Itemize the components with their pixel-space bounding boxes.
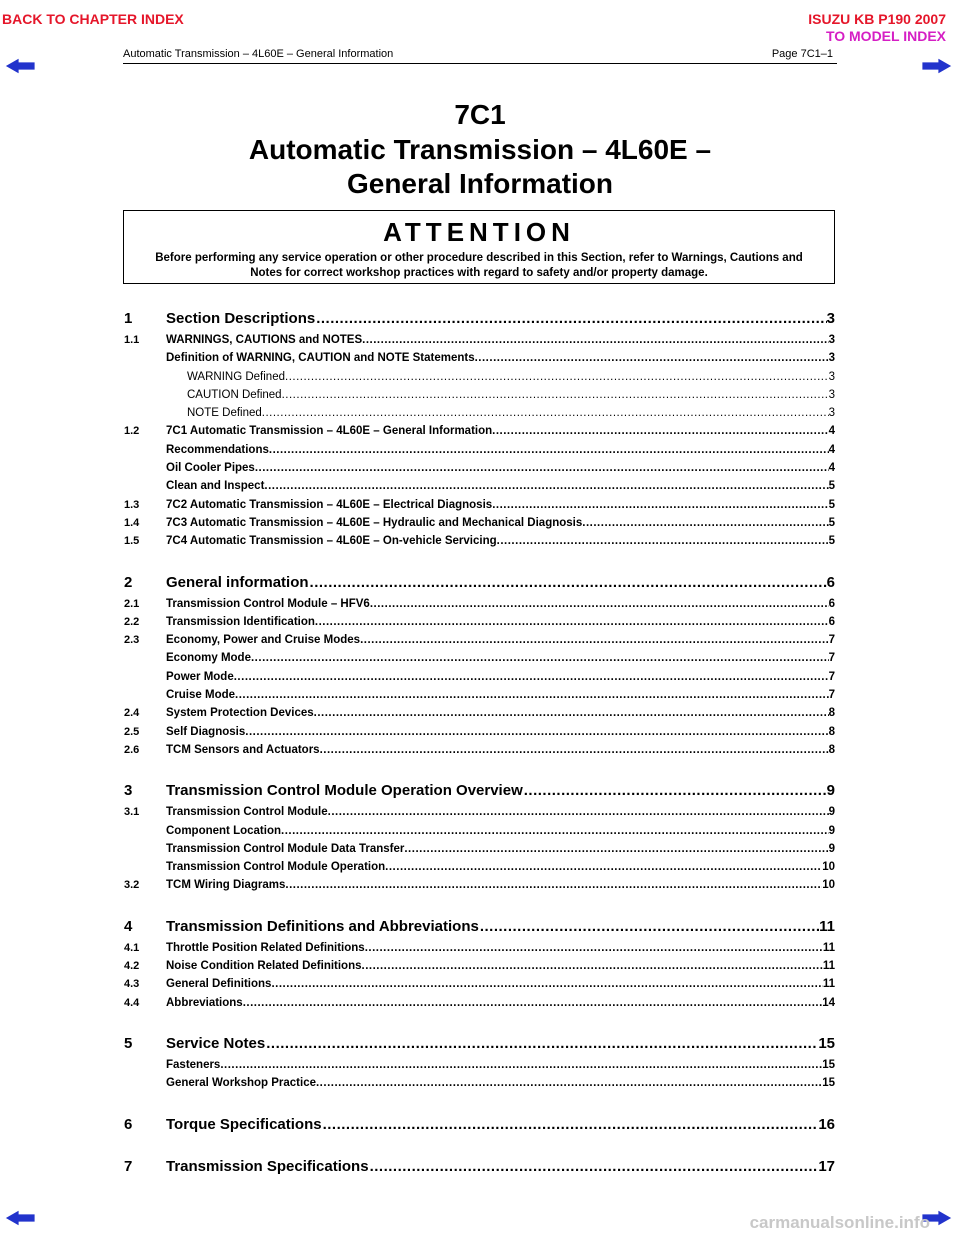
toc-page: 15 — [822, 1077, 835, 1090]
toc-leader — [323, 1116, 819, 1133]
running-header — [123, 48, 837, 64]
toc-label: TCM Wiring Diagrams — [166, 879, 286, 892]
toc-entry-1-5[interactable] — [124, 535, 835, 553]
toc-page: 3 — [828, 352, 835, 365]
toc-label: Economy, Power and Cruise Modes — [166, 634, 361, 647]
toc-leader — [404, 843, 828, 855]
toc-page: 10 — [822, 879, 835, 892]
toc-label: Fasteners — [166, 1058, 221, 1071]
toc-leader — [328, 806, 829, 818]
toc-entry-5[interactable] — [124, 1035, 835, 1057]
toc-entry-caution-defined[interactable] — [124, 389, 835, 407]
toc-label: Cruise Mode — [166, 689, 236, 702]
toc-number: 7 — [124, 1157, 133, 1175]
toc-leader — [370, 598, 829, 610]
toc-leader — [262, 407, 829, 419]
toc-leader — [475, 352, 829, 364]
toc-leader — [310, 574, 827, 591]
header-divider — [123, 63, 837, 64]
toc-leader — [314, 707, 829, 719]
toc-number: 4.3 — [124, 978, 140, 991]
toc-page: 5 — [828, 535, 835, 548]
toc-number: 2.2 — [124, 615, 140, 628]
toc-label: 7C1 Automatic Transmission – 4L60E – General Information — [166, 425, 493, 438]
toc-page: 15 — [822, 1058, 835, 1071]
toc-page: 17 — [818, 1157, 835, 1175]
toc-number: 1.5 — [124, 535, 140, 548]
toc-entry-2[interactable] — [124, 574, 835, 596]
toc-label: Throttle Position Related Definitions — [166, 941, 365, 954]
model-title-link[interactable]: ISUZU KB P190 2007 — [808, 11, 946, 27]
toc-leader — [235, 689, 829, 701]
toc-page: 4 — [828, 425, 835, 438]
toc-leader — [316, 1077, 822, 1089]
toc-number: 3.1 — [124, 806, 140, 819]
back-to-chapter-index-link[interactable]: BACK TO CHAPTER INDEX — [2, 11, 184, 27]
toc-page: 3 — [828, 370, 835, 383]
page-title — [123, 97, 837, 201]
toc-label: Power Mode — [166, 670, 234, 683]
toc-entry-2-6[interactable] — [124, 744, 835, 762]
toc-entry-fasteners[interactable] — [124, 1059, 835, 1077]
toc-label: Noise Condition Related Definitions — [166, 960, 362, 973]
toc-page: 3 — [826, 310, 835, 327]
watermark: carmanualsonline.info — [749, 1213, 930, 1232]
toc-leader — [285, 879, 822, 891]
toc-entry-2-3[interactable] — [124, 634, 835, 652]
toc-leader — [255, 462, 829, 474]
title-line-1: Automatic Transmission – 4L60E – — [248, 134, 712, 165]
toc-number: 2.4 — [124, 707, 140, 720]
toc-number: 4.1 — [124, 941, 140, 954]
toc-label: Self Diagnosis — [166, 725, 246, 738]
toc-leader — [269, 444, 829, 456]
toc-leader — [315, 616, 829, 628]
toc-entry-1-3[interactable] — [124, 499, 835, 517]
toc-entry-clean-and-inspect[interactable] — [124, 480, 835, 498]
toc-label: TCM Sensors and Actuators — [166, 743, 320, 756]
next-page-arrow-icon[interactable] — [922, 58, 952, 74]
toc-label: General Definitions — [166, 978, 272, 991]
toc-leader — [362, 960, 823, 972]
toc-number: 2.6 — [124, 743, 140, 756]
toc-label: Transmission Identification — [166, 615, 315, 628]
attention-text: Before performing any service operation or other procedure described in this Section, refer to Warnings, Cautions and Notes for correct workshop practices with regard to safety and/or property damage. — [155, 252, 803, 279]
toc-label: Transmission Control Module — [166, 806, 328, 819]
toc-page: 11 — [819, 917, 835, 935]
toc-label: Component Location — [166, 824, 281, 837]
attention-box — [123, 210, 835, 284]
toc-page: 3 — [828, 407, 835, 420]
toc-page: 4 — [828, 462, 835, 475]
toc-label: Oil Cooler Pipes — [166, 462, 255, 475]
toc-label: General information — [166, 573, 309, 591]
running-header-page: Page 7C1–1 — [771, 48, 833, 60]
toc-label: WARNING Defined — [187, 370, 285, 383]
toc-label: Recommendations — [166, 443, 269, 456]
toc-leader — [492, 499, 828, 511]
toc-page: 3 — [828, 334, 835, 346]
toc-entry-definitions[interactable] — [124, 352, 835, 370]
toc-label: CAUTION Defined — [187, 388, 282, 401]
toc-page: 15 — [818, 1034, 835, 1052]
toc-page: 5 — [828, 498, 835, 511]
toc-label: Transmission Specifications — [166, 1157, 369, 1175]
toc-label: Clean and Inspect — [166, 480, 265, 493]
toc-number: 1.3 — [124, 498, 140, 511]
toc-page: 11 — [822, 978, 835, 991]
toc-entry-tcm-operation[interactable] — [124, 861, 835, 879]
toc-label: Transmission Control Module Data Transfer — [166, 842, 405, 855]
to-model-index-link[interactable]: TO MODEL INDEX — [825, 28, 946, 44]
previous-page-arrow-icon[interactable] — [5, 58, 35, 74]
title-line-2: General Information — [346, 168, 614, 199]
toc-page: 7 — [828, 670, 835, 683]
toc-label: Definition of WARNING, CAUTION and NOTE Statements — [166, 352, 475, 365]
toc-leader — [360, 634, 829, 646]
toc-page: 7 — [828, 634, 835, 647]
toc-leader — [582, 517, 828, 529]
toc-leader — [320, 744, 829, 756]
toc-page: 8 — [828, 743, 835, 756]
toc-entry-general-workshop-practice[interactable] — [124, 1077, 835, 1095]
toc-entry-cruise-mode[interactable] — [124, 689, 835, 707]
toc-label: 7C2 Automatic Transmission – 4L60E – Electrical Diagnosis — [166, 498, 493, 511]
toc-entry-2-1[interactable] — [124, 598, 835, 616]
toc-number: 6 — [124, 1115, 133, 1133]
toc-leader — [245, 726, 828, 738]
previous-page-arrow-icon-bottom[interactable] — [5, 1210, 35, 1226]
toc-label: Transmission Control Module Operation — [166, 861, 386, 874]
toc-page: 5 — [828, 480, 835, 493]
toc-leader — [271, 978, 822, 990]
toc-page: 8 — [828, 725, 835, 738]
toc-entry-note-defined[interactable] — [124, 407, 835, 425]
toc-leader — [365, 942, 823, 954]
toc-entry-1-4[interactable] — [124, 517, 835, 535]
toc-number: 1.4 — [124, 516, 140, 529]
toc-entry-4-3[interactable] — [124, 978, 835, 996]
toc-label: WARNINGS, CAUTIONS and NOTES — [166, 334, 363, 346]
toc-number: 3 — [124, 782, 133, 800]
running-header-title: Automatic Transmission – 4L60E – General Information — [123, 48, 394, 60]
toc-entry-1[interactable] — [124, 310, 835, 332]
toc-page: 11 — [822, 941, 835, 954]
toc-leader — [251, 652, 829, 664]
toc-entry-tcm-data-transfer[interactable] — [124, 843, 835, 861]
toc-entry-4-1[interactable] — [124, 942, 835, 960]
toc-leader — [524, 782, 827, 799]
toc-entry-2-5[interactable] — [124, 726, 835, 744]
toc-entry-1-1[interactable] — [124, 334, 835, 352]
toc-page: 3 — [828, 388, 835, 401]
toc-page: 8 — [828, 707, 835, 720]
toc-entry-warning-defined[interactable] — [124, 371, 835, 389]
toc-leader — [316, 310, 826, 327]
toc-label: Transmission Control Module Operation Overview — [166, 782, 523, 800]
toc-leader — [234, 671, 829, 683]
toc-label: Service Notes — [166, 1034, 266, 1052]
toc-label: Section Descriptions — [166, 310, 316, 327]
toc-leader — [497, 535, 829, 547]
toc-label: General Workshop Practice — [166, 1077, 316, 1090]
toc-number: 2.3 — [124, 634, 140, 647]
toc-entry-3[interactable] — [124, 782, 835, 804]
toc-entry-recommendations[interactable] — [124, 444, 835, 462]
toc-entry-2-2[interactable] — [124, 616, 835, 634]
toc-label: Economy Mode — [166, 652, 251, 665]
toc-page: 9 — [826, 782, 835, 800]
toc-page: 9 — [828, 824, 835, 837]
toc-number: 2.5 — [124, 725, 140, 738]
toc-entry-4-2[interactable] — [124, 960, 835, 978]
toc-entry-1-2[interactable] — [124, 425, 835, 443]
toc-number: 2.1 — [124, 597, 140, 610]
toc-page: 16 — [818, 1115, 835, 1133]
toc-number: 4 — [124, 917, 133, 935]
toc-page: 10 — [822, 861, 835, 874]
toc-leader — [362, 334, 828, 346]
toc-number: 3.2 — [124, 879, 140, 892]
toc-entry-power-mode[interactable] — [124, 671, 835, 689]
toc-page: 6 — [828, 615, 835, 628]
toc-number: 1.1 — [124, 334, 140, 346]
toc-page: 5 — [828, 516, 835, 529]
toc-entry-economy-mode[interactable] — [124, 652, 835, 670]
toc-leader — [281, 825, 829, 837]
section-code: 7C1 — [454, 99, 506, 130]
toc-label: Transmission Definitions and Abbreviations — [166, 917, 479, 935]
attention-heading: ATTENTION — [383, 217, 575, 247]
toc-entry-component-location[interactable] — [124, 825, 835, 843]
toc-page: 14 — [822, 996, 835, 1009]
toc-entry-2-4[interactable] — [124, 707, 835, 725]
toc-number: 1.2 — [124, 425, 140, 438]
toc-label: Abbreviations — [166, 996, 243, 1009]
toc-entry-6[interactable] — [124, 1116, 835, 1138]
toc-label: Torque Specifications — [166, 1115, 322, 1133]
toc-entry-7[interactable] — [124, 1158, 835, 1180]
toc-page: 11 — [822, 960, 835, 973]
toc-leader — [282, 389, 829, 401]
toc-leader — [243, 997, 823, 1009]
toc-page: 7 — [828, 689, 835, 702]
toc-leader — [492, 425, 828, 437]
toc-number: 1 — [124, 310, 133, 327]
toc-page: 6 — [828, 597, 835, 610]
toc-label: Transmission Control Module – HFV6 — [166, 597, 370, 610]
toc-page: 7 — [828, 652, 835, 665]
toc-leader — [264, 480, 828, 492]
toc-page: 6 — [826, 573, 835, 591]
toc-entry-4[interactable] — [124, 918, 835, 940]
toc-entry-3-1[interactable] — [124, 806, 835, 824]
toc-leader — [220, 1059, 822, 1071]
toc-leader — [385, 861, 822, 873]
toc-label: System Protection Devices — [166, 707, 314, 720]
toc-number: 4.2 — [124, 960, 140, 973]
toc-leader — [480, 918, 819, 935]
toc-label: 7C3 Automatic Transmission – 4L60E – Hydraulic and Mechanical Diagnosis — [166, 516, 583, 529]
toc-label: 7C4 Automatic Transmission – 4L60E – On-vehicle Servicing — [166, 535, 497, 548]
toc-number: 2 — [124, 573, 133, 591]
toc-entry-4-4[interactable] — [124, 997, 835, 1015]
toc-label: NOTE Defined — [187, 407, 262, 420]
toc-leader — [266, 1035, 818, 1052]
toc-number: 5 — [124, 1034, 133, 1052]
toc-entry-oil-cooler-pipes[interactable] — [124, 462, 835, 480]
table-of-contents — [124, 310, 835, 1180]
toc-page: 4 — [828, 443, 835, 456]
toc-number: 4.4 — [124, 996, 140, 1009]
toc-entry-3-2[interactable] — [124, 879, 835, 897]
toc-page: 9 — [828, 842, 835, 855]
toc-page: 9 — [828, 806, 835, 819]
toc-leader — [370, 1158, 819, 1175]
toc-leader — [285, 371, 829, 383]
